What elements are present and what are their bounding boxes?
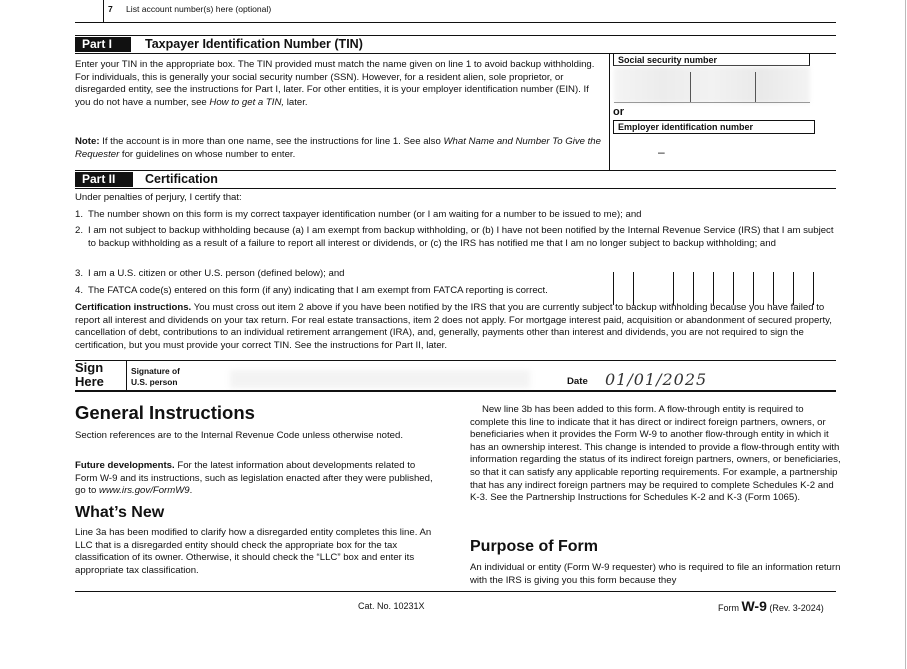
- catalog-number: Cat. No. 10231X: [358, 601, 425, 611]
- signature-label: Signature of U.S. person: [131, 366, 180, 387]
- ein-label: Employer identification number: [613, 120, 815, 134]
- tin-box-divider: [609, 53, 610, 170]
- certification-instructions: Certification instructions. You must cross out item 2 above if you have been notified by the IRS that you are currently subject to backup withholding because you have failed to report all interest and dividends on your tax return. For real estate transactions, item 2 does not apply. For mortgage interest paid, acquisition or abandonment of secured property, cancellation of debt, contributions to an individual retirement arrangement (IRA), and, generally, payments other than interest and dividends, you are not required to sign the certification, but you must provide your correct TIN. See the instructions for Part II, later.: [75, 302, 832, 351]
- sign-top-rule: [75, 360, 836, 361]
- cert-item-4: The FATCA code(s) entered on this form (if any) indicating that I am exempt from FATCA reporting is correct.: [88, 285, 548, 296]
- ssn-underline: [614, 102, 810, 103]
- part1-top-rule: [75, 35, 836, 36]
- page-edge: [905, 0, 906, 669]
- part2-bottom-rule: [75, 188, 836, 189]
- whats-new-title: What’s New: [75, 504, 165, 521]
- cert-item-3: I am a U.S. citizen or other U.S. person (defined below); and: [88, 268, 345, 279]
- purpose-of-form-title: Purpose of Form: [470, 538, 599, 555]
- part2-title: Certification: [145, 172, 218, 186]
- tin-note: Note: If the account is in more than one name, see the instructions for line 1. See also What Name and Number To Give the Requester for guidelines on whose number to enter.: [75, 136, 601, 160]
- ein-field[interactable]: [613, 136, 815, 169]
- future-developments: Future developments. For the latest information about developments related to Form W-9 and its instructions, such as legislation enacted after they were published, go to www.irs.gov/FormW9.: [75, 460, 433, 497]
- cert-item-number: 2.: [75, 225, 84, 236]
- cert-item-number: 3.: [75, 268, 84, 279]
- sign-label: Sign: [75, 360, 104, 375]
- divider: [75, 22, 836, 23]
- date-label: Date: [567, 376, 588, 387]
- purpose-of-form-text: An individual or entity (Form W-9 requester) who is required to file an information return with the IRS is giving you this form because they: [470, 562, 841, 586]
- or-text: or: [613, 106, 624, 118]
- signature-field[interactable]: [230, 370, 530, 388]
- line3b-text: New line 3b has been added to this form. A flow-through entity is required to complete this line to indicate that it has direct or indirect foreign partners, owners, or beneficiaries when it provides the Form W-9 to another flow-through entity in which it has an ownership interest. This change is intended to provide a flow-through entity with information regarding the status of its indirect foreign partners, owners, or beneficiaries, so that it can satisfy any applicable reporting requirements. For example, a partnership that has any indirect foreign partners may be required to complete Schedules K-2 and K-3. See the Partnership Instructions for Schedules K-2 and K-3 (Form 1065).: [470, 404, 841, 504]
- section-references: Section references are to the Internal Revenue Code unless otherwise noted.: [75, 430, 403, 441]
- footer-rule: [75, 591, 836, 592]
- ssn-label: Social security number: [613, 53, 810, 66]
- part1-badge: Part I: [75, 37, 131, 52]
- cert-item-number: 4.: [75, 285, 84, 296]
- line7-label: List account number(s) here (optional): [126, 4, 272, 14]
- date-field[interactable]: 01/01/2025: [605, 370, 708, 389]
- cert-intro: Under penalties of perjury, I certify that:: [75, 192, 242, 203]
- sign-bottom-rule: [75, 390, 836, 392]
- line7-left-border: [103, 0, 104, 22]
- cert-item-number: 1.: [75, 209, 84, 220]
- cert-item-1: The number shown on this form is my correct taxpayer identification number (or I am waiting for a number to be issued to me); and: [88, 209, 642, 220]
- form-identifier: Form W-9 (Rev. 3-2024): [718, 598, 824, 614]
- ssn-field[interactable]: [614, 67, 810, 103]
- part2-badge: Part II: [75, 172, 133, 187]
- here-label: Here: [75, 374, 104, 389]
- part2-top-rule: [75, 170, 836, 171]
- ssn-separator: [755, 72, 756, 102]
- part1-title: Taxpayer Identification Number (TIN): [145, 37, 363, 51]
- whats-new-text: Line 3a has been modified to clarify how a disregarded entity completes this line. An LLC that is a disregarded entity should check the appropriate box for the tax classification of its owner. Otherwise, it should check the “LLC” box and enter its appropriate tax classification.: [75, 527, 432, 576]
- line7-number: 7: [108, 4, 113, 14]
- general-instructions-title: General Instructions: [75, 402, 255, 423]
- cert-item-2: I am not subject to backup withholding because (a) I am exempt from backup withholding, or (b) I have not been notified by the Internal Revenue Service (IRS) that I am subject to backup withholding as a result of a failure to report all interest or dividends, or (c) the IRS has notified me that I am no longer subject to backup withholding; and: [88, 225, 834, 249]
- ssn-separator: [690, 72, 691, 102]
- sign-divider: [126, 360, 127, 390]
- ein-dash: –: [658, 145, 665, 159]
- tin-instructions: Enter your TIN in the appropriate box. The TIN provided must match the name given on line 1 to avoid backup withholding. For individuals, this is generally your social security number (SSN). However, for a resident alien, sole proprietor, or disregarded entity, see the instructions for Part I, later. For other entities, it is your employer identification number (EIN). If you do not have a number, see How to get a TIN, later.: [75, 59, 595, 108]
